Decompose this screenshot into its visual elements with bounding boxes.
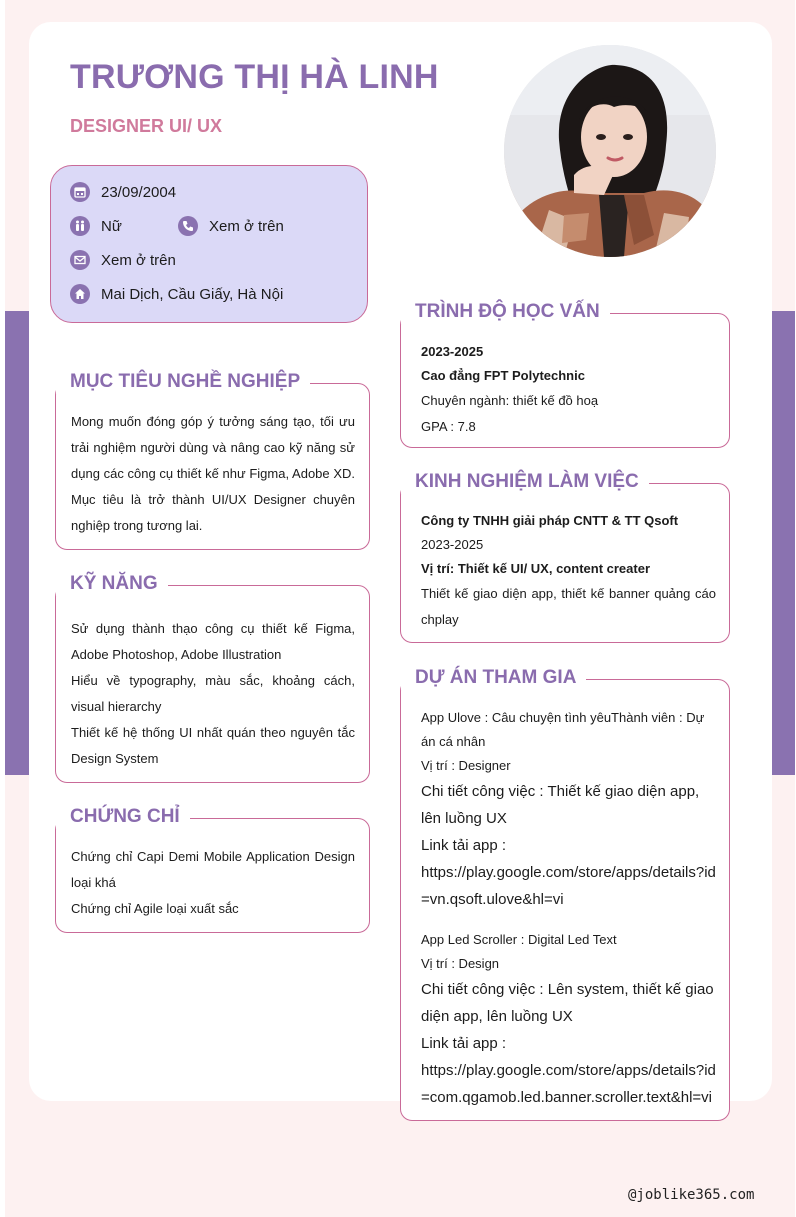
education-gpa: GPA : 7.8 [421,419,476,434]
skills-title: KỸ NĂNG [56,572,168,596]
candidate-role: DESIGNER UI/ UX [70,116,223,136]
skills-list [71,616,355,772]
contact-phone [178,216,284,236]
contact-email [70,250,176,270]
watermark-text: @joblike365.com [628,1187,755,1203]
education-section [400,313,730,448]
certificates-list [71,844,355,922]
objective-section [55,383,370,550]
phone-text: Xem ở trên [209,217,284,235]
project-detail: Chi tiết công việc : Thiết kế giao diện app, lên luồng UX [421,783,700,827]
project-name: App Led Scroller : Digital Led Text [421,932,617,947]
experience-description: Thiết kế giao diện app, thiết kế banner quảng cáo chplay [421,586,716,627]
certificates-title: CHỨNG CHỈ [56,805,190,829]
home-icon [70,284,90,304]
project-position: Vị trí : Design [421,956,500,971]
email-text: Xem ở trên [101,251,176,269]
certificate-item: Chứng chỉ Agile loại xuất sắc [71,901,239,916]
skill-item: Hiểu về typography, màu sắc, khoảng cách, visual hierarchy [71,673,355,714]
project-link-label: Link tải app : [421,837,507,854]
projects-title: DỰ ÁN THAM GIA [401,666,586,690]
project-link-label: Link tải app : [421,1035,507,1052]
experience-title: KINH NGHIỆM LÀM VIỆC [401,470,649,494]
birthday-text: 23/09/2004 [101,183,177,201]
phone-icon [178,216,198,236]
education-school: Cao đẳng FPT Polytechnic [421,368,585,383]
project-item [421,706,716,913]
projects-section [400,679,730,1121]
experience-content [421,509,716,633]
project-detail: Chi tiết công việc : Lên system, thiết kế giao diện app, lên luồng UX [421,981,714,1025]
objective-text: Mong muốn đóng góp ý tưởng sáng tạo, tối ưu trải nghiệm người dùng và nâng cao kỹ năng sử dụng các công cụ thiết kế như Figma, Adobe XD. Mục tiêu là trở thành UI/UX Designer chuyên nghiệp trong tương lai. [71,414,355,533]
calendar-icon [70,182,90,202]
contact-gender [70,216,122,236]
mail-icon [70,250,90,270]
skill-item: Thiết kế hệ thống UI nhất quán theo nguyên tắc Design System [71,725,355,766]
objective-title: MỤC TIÊU NGHỀ NGHIỆP [56,370,310,394]
gender-icon [70,216,90,236]
experience-section [400,483,730,643]
project-item [421,928,716,1111]
project-link[interactable]: https://play.google.com/store/apps/details?id=com.qgamob.led.banner.scroller.text&hl=vi [421,1062,716,1106]
certificates-section [55,818,370,933]
education-content [421,340,716,440]
project-position: Vị trí : Designer [421,758,511,773]
skills-section [55,585,370,783]
profile-photo-illustration [504,45,716,257]
candidate-name: TRƯƠNG THỊ HÀ LINH [70,58,439,96]
profile-photo [504,45,716,257]
address-text: Mai Dịch, Cầu Giấy, Hà Nội [101,285,284,303]
gender-text: Nữ [101,217,122,235]
left-accent-band [5,311,29,775]
experience-period: 2023-2025 [421,537,484,552]
contact-birthday [70,182,176,202]
experience-position: Vị trí: Thiết kế UI/ UX, content creater [421,561,650,576]
contact-address [70,284,283,304]
right-accent-band [772,311,795,775]
skill-item: Sử dụng thành thạo công cụ thiết kế Figma, Adobe Photoshop, Adobe Illustration [71,621,355,662]
education-period: 2023-2025 [421,344,484,359]
project-link[interactable]: https://play.google.com/store/apps/details?id=vn.qsoft.ulove&hl=vi [421,864,716,908]
experience-company: Công ty TNHH giải pháp CNTT & TT Qsoft [421,513,679,528]
education-title: TRÌNH ĐỘ HỌC VẤN [401,300,610,324]
certificate-item: Chứng chỉ Capi Demi Mobile Application Design loại khá [71,849,355,890]
education-major: Chuyên ngành: thiết kế đồ hoạ [421,393,599,408]
project-name: App Ulove : Câu chuyện tình yêuThành viên : Dự án cá nhân [421,710,705,749]
